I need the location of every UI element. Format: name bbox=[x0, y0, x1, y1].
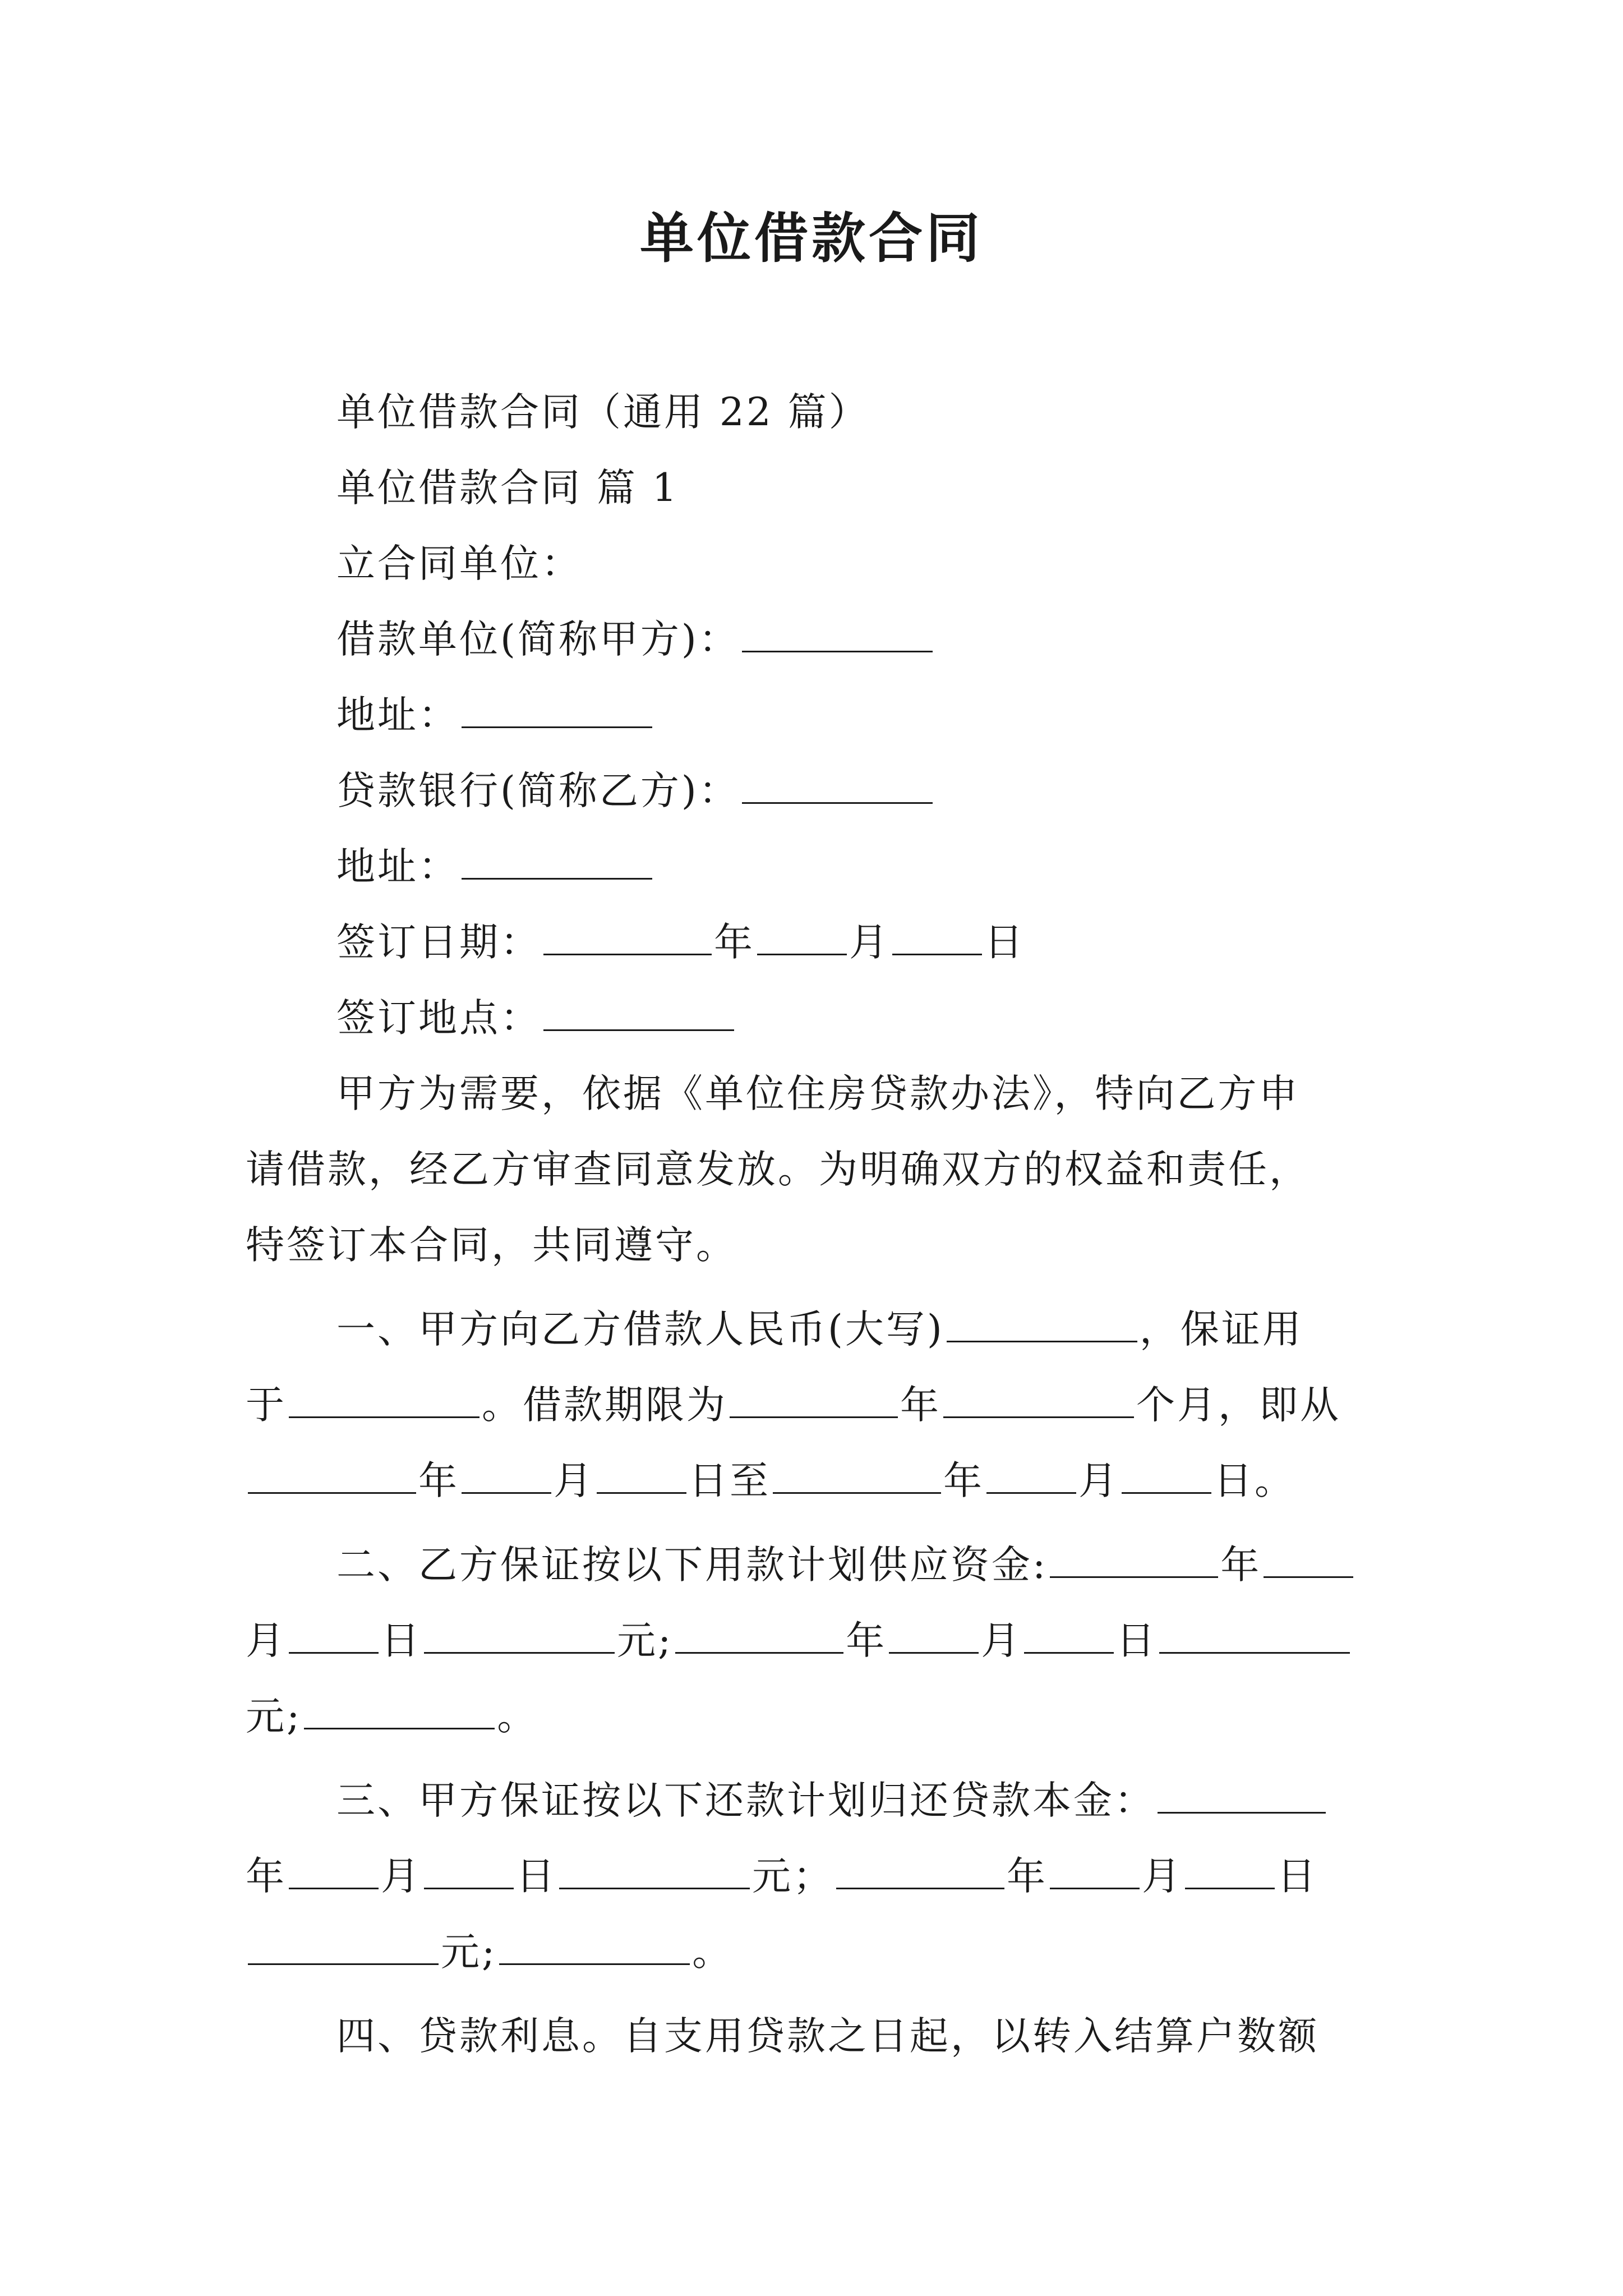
clause2-line-2 bbox=[246, 1613, 1352, 1669]
lender-blank bbox=[742, 771, 933, 804]
borrower-line bbox=[336, 611, 935, 668]
clause2-text-c: 元; bbox=[246, 1694, 302, 1739]
month-unit: 月 bbox=[849, 920, 890, 965]
clause3-amount1-blank bbox=[559, 1856, 750, 1889]
day-unit: 日 bbox=[984, 920, 1025, 965]
clause1-to-day-blank bbox=[1122, 1461, 1211, 1494]
clause3-line-1 bbox=[336, 1773, 1328, 1829]
clause2-amount1-blank bbox=[424, 1621, 615, 1654]
lender-address-line bbox=[336, 839, 654, 895]
clause3-year1-blank bbox=[1158, 1780, 1326, 1814]
clause2-day1-blank bbox=[289, 1621, 379, 1654]
clause1-years-blank bbox=[730, 1385, 898, 1418]
year-unit: 年 bbox=[418, 1458, 459, 1503]
day-unit: 日 bbox=[381, 1618, 422, 1663]
sign-month-blank bbox=[757, 922, 847, 955]
clause1-line-2 bbox=[246, 1377, 1341, 1433]
sign-date-label: 签订日期： bbox=[336, 920, 541, 965]
clause3-line-3 bbox=[246, 1924, 733, 1980]
day-unit: 日 bbox=[516, 1854, 557, 1899]
clause1-text-g: 日。 bbox=[1214, 1458, 1295, 1503]
clause1-months-blank bbox=[943, 1385, 1134, 1418]
clause3-amount2-blank bbox=[248, 1932, 439, 1965]
section-heading: 单位借款合同 篇 1 bbox=[336, 466, 679, 510]
clause2-text-d: 。 bbox=[497, 1694, 538, 1739]
clause1-text-a: 一、甲方向乙方借款人民币(大写) bbox=[336, 1307, 944, 1352]
clause1-from-month-blank bbox=[462, 1461, 551, 1494]
parties-label: 立合同单位： bbox=[336, 541, 582, 586]
clause1-text-f: 日至 bbox=[689, 1458, 771, 1503]
sign-date-line bbox=[336, 914, 1025, 970]
clause1-text-c: 于 bbox=[246, 1383, 287, 1428]
clause3-day1-blank bbox=[424, 1856, 514, 1889]
clause3-text-d: 。 bbox=[692, 1930, 734, 1975]
month-unit: 月 bbox=[1078, 1458, 1119, 1503]
clause3-day2-blank bbox=[1185, 1856, 1275, 1889]
clause1-text-b: ，保证用 bbox=[1139, 1307, 1303, 1352]
month-unit: 月 bbox=[381, 1854, 422, 1899]
clause2-month2-blank bbox=[889, 1621, 979, 1654]
year-unit: 年 bbox=[943, 1458, 984, 1503]
year-unit: 年 bbox=[900, 1383, 941, 1428]
sign-place-blank bbox=[543, 998, 734, 1031]
clause2-amount2-blank bbox=[1159, 1621, 1350, 1654]
sign-day-blank bbox=[892, 922, 982, 955]
clause1-to-month-blank bbox=[986, 1461, 1076, 1494]
borrower-label: 借款单位(简称甲方)： bbox=[336, 617, 740, 662]
clause1-text-d: 。借款期限为 bbox=[482, 1383, 727, 1428]
clause3-amount3-blank bbox=[499, 1932, 690, 1965]
year-unit: 年 bbox=[714, 920, 755, 965]
preamble-line-1: 甲方为需要，依据《单位住房贷款办法》，特向乙方申 bbox=[336, 1071, 1300, 1116]
clause3-text-b: 元； bbox=[752, 1854, 834, 1899]
sign-place-label: 签订地点： bbox=[336, 996, 541, 1041]
lender-address-label: 地址： bbox=[336, 844, 459, 889]
month-unit: 月 bbox=[981, 1618, 1022, 1663]
month-unit: 月 bbox=[1142, 1854, 1183, 1899]
clause2-text-b: 元; bbox=[617, 1618, 674, 1663]
lender-label: 贷款银行(简称乙方)： bbox=[336, 769, 740, 813]
clause1-from-year-blank bbox=[248, 1461, 416, 1494]
clause2-year2-blank bbox=[675, 1621, 843, 1654]
lender-address-blank bbox=[462, 846, 652, 880]
clause2-amount3-blank bbox=[304, 1696, 495, 1729]
preamble-line-3: 特签订本合同，共同遵守。 bbox=[246, 1223, 737, 1268]
clause3-month2-blank bbox=[1050, 1856, 1140, 1889]
clause2-day2-blank bbox=[1024, 1621, 1114, 1654]
borrower-blank bbox=[742, 619, 933, 652]
year-unit: 年 bbox=[1220, 1543, 1262, 1588]
preamble-line-2: 请借款，经乙方审查同意发放。为明确双方的权益和责任， bbox=[246, 1147, 1310, 1192]
clause3-month1-blank bbox=[289, 1856, 379, 1889]
clause2-month1-blank bbox=[1264, 1545, 1353, 1578]
year-unit: 年 bbox=[246, 1854, 287, 1899]
borrower-address-line bbox=[336, 687, 654, 743]
clause3-text-a: 三、甲方保证按以下还款计划归还贷款本金： bbox=[336, 1778, 1155, 1823]
document-subtitle: 单位借款合同（通用 22 篇） bbox=[336, 390, 870, 435]
clause3-year2-blank bbox=[836, 1856, 1004, 1889]
clause2-line-3 bbox=[246, 1688, 538, 1745]
clause1-purpose-blank bbox=[289, 1385, 479, 1418]
year-unit: 年 bbox=[846, 1618, 887, 1663]
borrower-address-blank bbox=[462, 695, 652, 728]
clause1-line-1 bbox=[336, 1301, 1303, 1358]
month-unit: 月 bbox=[554, 1458, 594, 1503]
clause3-line-2 bbox=[246, 1848, 1318, 1904]
month-unit: 月 bbox=[246, 1618, 287, 1663]
sign-year-blank bbox=[543, 922, 712, 955]
clause1-text-e: 个月，即从 bbox=[1136, 1383, 1341, 1428]
day-unit: 日 bbox=[1116, 1618, 1158, 1663]
clause2-line-1 bbox=[336, 1537, 1355, 1593]
clause2-year1-blank bbox=[1050, 1545, 1218, 1578]
clause1-line-3 bbox=[246, 1453, 1295, 1509]
document-title: 单位借款合同 bbox=[640, 206, 983, 270]
lender-line bbox=[336, 763, 935, 819]
clause4-line-1: 四、贷款利息。自支用贷款之日起，以转入结算户数额 bbox=[336, 2014, 1319, 2059]
clause1-to-year-blank bbox=[773, 1461, 941, 1494]
clause1-amount-blank bbox=[947, 1309, 1137, 1342]
clause3-text-c: 元; bbox=[441, 1930, 497, 1975]
day-unit: 日 bbox=[1277, 1854, 1318, 1899]
year-unit: 年 bbox=[1007, 1854, 1048, 1899]
clause1-from-day-blank bbox=[597, 1461, 686, 1494]
borrower-address-label: 地址： bbox=[336, 693, 459, 738]
clause2-text-a: 二、乙方保证按以下用款计划供应资金: bbox=[336, 1543, 1048, 1588]
sign-place-line bbox=[336, 990, 736, 1046]
